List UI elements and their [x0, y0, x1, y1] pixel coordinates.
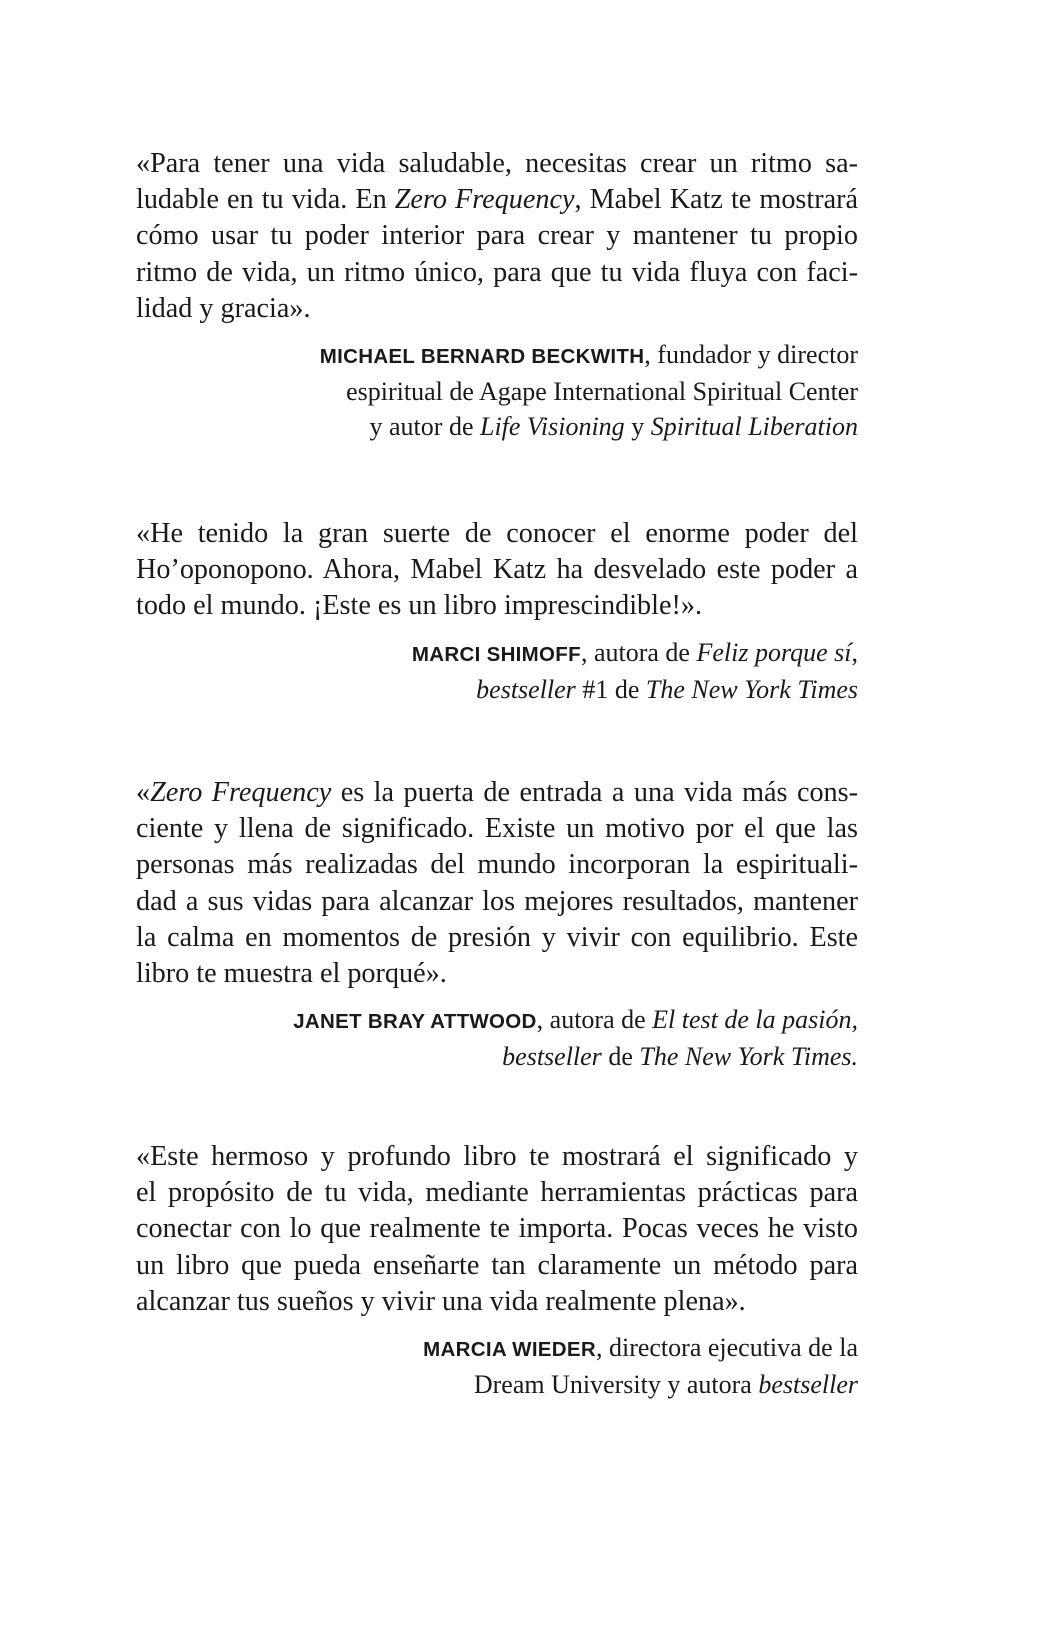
attribution-line: Dream University y autora bestseller [473, 1370, 858, 1400]
italic-title: bestseller [476, 674, 576, 704]
italic-title: bestseller [502, 1042, 602, 1072]
quote-line: «Este hermoso y profundo libro te mostrará el significado y [136, 1141, 858, 1172]
author-name: MARCIA WIEDER [423, 1338, 596, 1362]
italic-title: Zero Frequency [394, 184, 575, 216]
attribution-line [136, 635, 858, 672]
attribution-line [136, 337, 858, 374]
endorsement-quote [136, 1139, 858, 1320]
quote-line: alcanzar tus sueños y vivir una vida realmente plena». [136, 1285, 746, 1317]
quote-line: cómo usar tu poder interior para crear y mantener tu propio [136, 220, 858, 252]
italic-title: The New York Times [645, 674, 858, 704]
endorsement-1 [136, 146, 858, 444]
quote-line: ciente y llena de significado. Existe un motivo por el que las [136, 813, 858, 845]
endorsement-quote [136, 146, 858, 327]
endorsement-attribution [136, 992, 858, 1074]
endorsement-quote [136, 775, 858, 992]
quote-line: ludable en tu vida. En Zero Frequency, Mabel Katz te mostrará [136, 184, 859, 216]
quote-line: lidad y gracia». [136, 292, 311, 324]
italic-title: Life Visioning [479, 412, 625, 442]
quote-line: libro te muestra el porqué». [136, 958, 447, 990]
italic-title: bestseller [758, 1370, 858, 1400]
author-credit: , fundador y director [644, 340, 858, 370]
endorsement-quote [136, 516, 858, 625]
quote-line: conectar con lo que realmente te importa. Pocas veces he visto [136, 1213, 858, 1245]
quote-line: el propósito de tu vida, mediante herramientas prácticas para [136, 1177, 858, 1209]
endorsement-attribution [136, 1320, 858, 1402]
endorsement-attribution [136, 625, 858, 707]
endorsement-attribution [136, 327, 858, 444]
author-name: JANET BRAY ATTWOOD [293, 1010, 537, 1034]
italic-title: The New York Times. [639, 1042, 858, 1072]
author-name: MARCI SHIMOFF [411, 642, 581, 666]
quote-line: un libro que pueda enseñarte tan claramente un método para [136, 1249, 858, 1281]
quote-line: personas más realizadas del mundo incorporan la espirituali- [136, 849, 858, 881]
quote-line: dad a sus vidas para alcanzar los mejores resultados, mantener [136, 885, 858, 917]
attribution-line: bestseller #1 de The New York Times [476, 674, 858, 704]
quote-line: «Zero Frequency es la puerta de entrada a una vida más cons- [136, 777, 859, 808]
attribution-line: espiritual de Agape International Spiritual Center [346, 377, 858, 407]
attribution-line [136, 1002, 858, 1039]
quote-line: «Para tener una vida saludable, necesitas crear un ritmo sa- [136, 148, 858, 179]
italic-title: Feliz porque sí [696, 637, 852, 667]
italic-title: Spiritual Liberation [650, 412, 858, 442]
quote-line: «He tenido la gran suerte de conocer el enorme poder del [136, 518, 858, 549]
endorsement-2 [136, 516, 858, 707]
italic-title: El test de la pasión, [652, 1005, 858, 1035]
endorsement-3 [136, 775, 858, 1074]
endorsement-4 [136, 1139, 858, 1402]
author-credit: , autora de Feliz porque sí, [580, 637, 858, 667]
quote-line: la calma en momentos de presión y vivir con equilibrio. Este [136, 921, 858, 953]
quote-line: ritmo de vida, un ritmo único, para que tu vida fluya con faci- [136, 256, 858, 288]
author-credit: , autora de El test de la pasión, [536, 1005, 858, 1035]
italic-title: Zero Frequency [150, 777, 332, 808]
author-name: MICHAEL BERNARD BECKWITH [319, 345, 645, 369]
attribution-line: y autor de Life Visioning y Spiritual Liberation [369, 412, 858, 442]
quote-line: Ho’oponopono. Ahora, Mabel Katz ha desvelado este poder a [136, 554, 858, 586]
attribution-line [136, 1330, 858, 1367]
quote-line: todo el mundo. ¡Este es un libro imprescindible!». [136, 590, 702, 622]
attribution-line: bestseller de The New York Times. [502, 1042, 858, 1072]
author-credit: , directora ejecutiva de la [595, 1333, 858, 1363]
